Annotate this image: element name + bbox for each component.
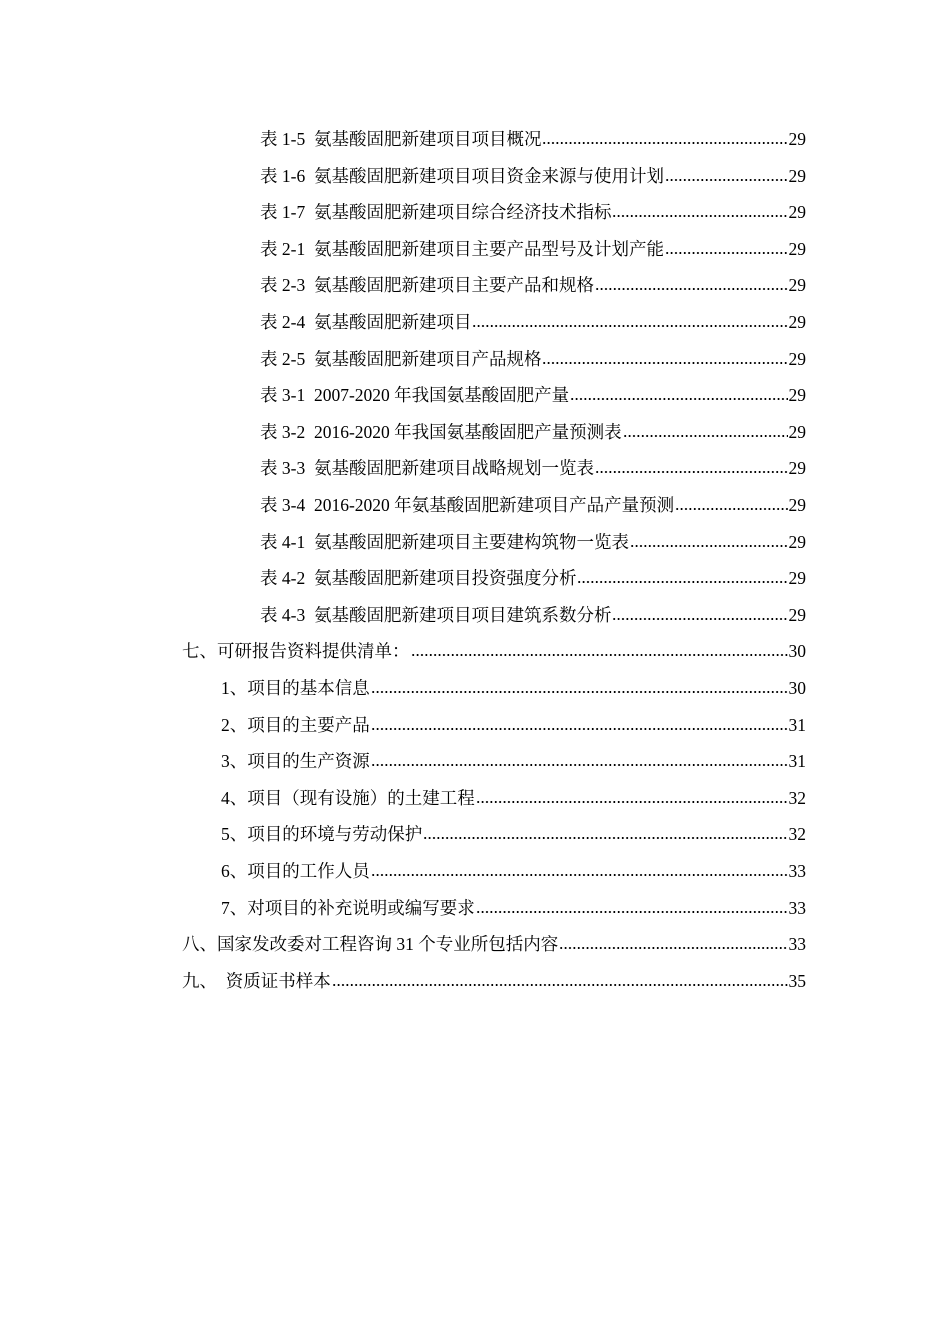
toc-page-number: 29 [788, 385, 806, 406]
toc-entry-label: 6、项目的工作人员 [221, 861, 370, 881]
toc-entry-label: 表 4-1 氨基酸固肥新建项目主要建构筑物一览表 [260, 531, 629, 552]
toc-entry-label: 表 1-7 氨基酸固肥新建项目综合经济技术指标 [260, 202, 612, 223]
toc-dot-leader [371, 727, 788, 731]
toc-entry[interactable] [260, 157, 806, 187]
toc-page-number: 29 [788, 348, 806, 369]
toc-entry-label: 表 2-3 氨基酸固肥新建项目主要产品和规格 [260, 275, 594, 296]
toc-entry[interactable] [260, 230, 806, 260]
toc-entry[interactable] [260, 449, 806, 479]
toc-dot-leader [559, 946, 787, 950]
toc-entry-label: 九、 资质证书样本 [182, 970, 331, 991]
toc-entry-label: 表 1-5 氨基酸固肥新建项目项目概况 [260, 129, 542, 149]
toc-entry[interactable] [221, 889, 806, 919]
toc-page-number: 29 [788, 312, 806, 332]
toc-entry[interactable] [182, 962, 806, 992]
toc-entry-label: 七、可研报告资料提供清单： [182, 641, 410, 662]
toc-page-number: 29 [788, 129, 806, 149]
toc-dot-leader [595, 470, 788, 474]
toc-dot-leader [675, 507, 787, 511]
toc-dot-leader [472, 324, 787, 328]
toc-entry[interactable] [260, 340, 806, 370]
toc-entry[interactable] [260, 376, 806, 406]
toc-page-number: 29 [788, 495, 806, 515]
toc-entry-label: 表 2-5 氨基酸固肥新建项目产品规格 [260, 348, 542, 369]
toc-entry[interactable] [221, 669, 806, 699]
toc-page-number: 32 [788, 787, 806, 808]
toc-entry-label: 3、项目的生产资源 [221, 751, 370, 772]
toc-page-number: 33 [788, 897, 806, 918]
toc-dot-leader [595, 287, 788, 291]
toc-entry-label: 表 1-6 氨基酸固肥新建项目项目资金来源与使用计划 [260, 165, 664, 186]
toc-page-number: 32 [788, 824, 806, 845]
toc-dot-leader [423, 836, 787, 840]
toc-page-number: 31 [788, 714, 806, 735]
toc-dot-leader [630, 544, 788, 548]
toc-entry[interactable] [182, 632, 806, 662]
toc-entry[interactable] [221, 779, 806, 809]
toc-entry[interactable] [221, 815, 806, 845]
toc-page-number: 30 [788, 641, 806, 662]
toc-dot-leader [570, 397, 787, 401]
toc-page-number: 29 [788, 238, 806, 259]
toc-entry-label: 表 3-4 2016-2020 年氨基酸固肥新建项目产品产量预测 [260, 495, 675, 515]
toc-entry[interactable] [221, 706, 806, 736]
toc-dot-leader [612, 617, 787, 621]
toc-page-number: 29 [788, 531, 806, 552]
toc-page-number: 29 [788, 165, 806, 186]
toc-entry[interactable] [260, 596, 806, 626]
toc-entry[interactable] [221, 852, 806, 882]
toc-entry-label: 表 2-1 氨基酸固肥新建项目主要产品型号及计划产能 [260, 238, 664, 259]
toc-dot-leader [332, 983, 788, 987]
toc-entry-label: 7、对项目的补充说明或编写要求 [221, 897, 475, 918]
toc-entry-label: 表 3-3 氨基酸固肥新建项目战略规划一览表 [260, 458, 594, 479]
toc-entry[interactable] [260, 266, 806, 296]
toc-dot-leader [542, 361, 787, 365]
toc-dot-leader [411, 653, 788, 657]
toc-dot-leader [476, 910, 788, 914]
toc-dot-leader [371, 873, 788, 877]
toc-entry-label: 表 2-4 氨基酸固肥新建项目 [260, 312, 472, 332]
toc-dot-leader [665, 251, 788, 255]
toc-entry[interactable] [260, 193, 806, 223]
toc-entry-label: 表 3-1 2007-2020 年我国氨基酸固肥产量 [260, 385, 570, 406]
toc-entry[interactable] [260, 303, 806, 333]
toc-entry[interactable] [221, 742, 806, 772]
toc-dot-leader [371, 690, 788, 694]
toc-entry-label: 八、国家发改委对工程咨询 31 个专业所包括内容 [182, 934, 559, 955]
toc-page-number: 33 [788, 861, 806, 881]
toc-entry-label: 表 3-2 2016-2020 年我国氨基酸固肥产量预测表 [260, 421, 622, 442]
toc-entry[interactable] [260, 120, 806, 150]
toc-entry[interactable] [260, 523, 806, 553]
toc-entry[interactable] [260, 413, 806, 443]
toc-entry-label: 4、项目（现有设施）的土建工程 [221, 787, 475, 808]
toc-dot-leader [623, 434, 788, 438]
toc-dot-leader [577, 580, 787, 584]
toc-dot-leader [371, 763, 788, 767]
toc-page-number: 31 [788, 751, 806, 772]
toc-page-number: 29 [788, 275, 806, 296]
toc-page-number: 29 [788, 421, 806, 442]
toc-dot-leader [542, 141, 787, 145]
toc-entry-label: 5、项目的环境与劳动保护 [221, 824, 423, 845]
toc-page-number: 29 [788, 568, 806, 589]
toc-dot-leader [612, 214, 787, 218]
toc-dot-leader [476, 800, 788, 804]
toc-page-number: 30 [788, 678, 806, 698]
toc-dot-leader [665, 178, 788, 182]
toc-page-number: 29 [788, 202, 806, 223]
toc-entry-label: 2、项目的主要产品 [221, 714, 370, 735]
toc-entry[interactable] [182, 925, 806, 955]
toc-entry-label: 1、项目的基本信息 [221, 678, 370, 698]
toc-entry-label: 表 4-2 氨基酸固肥新建项目投资强度分析 [260, 568, 577, 589]
toc-page-number: 35 [788, 970, 806, 991]
toc-page-number: 29 [788, 604, 806, 625]
toc-entry-label: 表 4-3 氨基酸固肥新建项目项目建筑系数分析 [260, 604, 612, 625]
toc-entry[interactable] [260, 559, 806, 589]
toc-page-number: 29 [788, 458, 806, 479]
toc-page-number: 33 [788, 934, 806, 955]
toc-entry[interactable] [260, 486, 806, 516]
